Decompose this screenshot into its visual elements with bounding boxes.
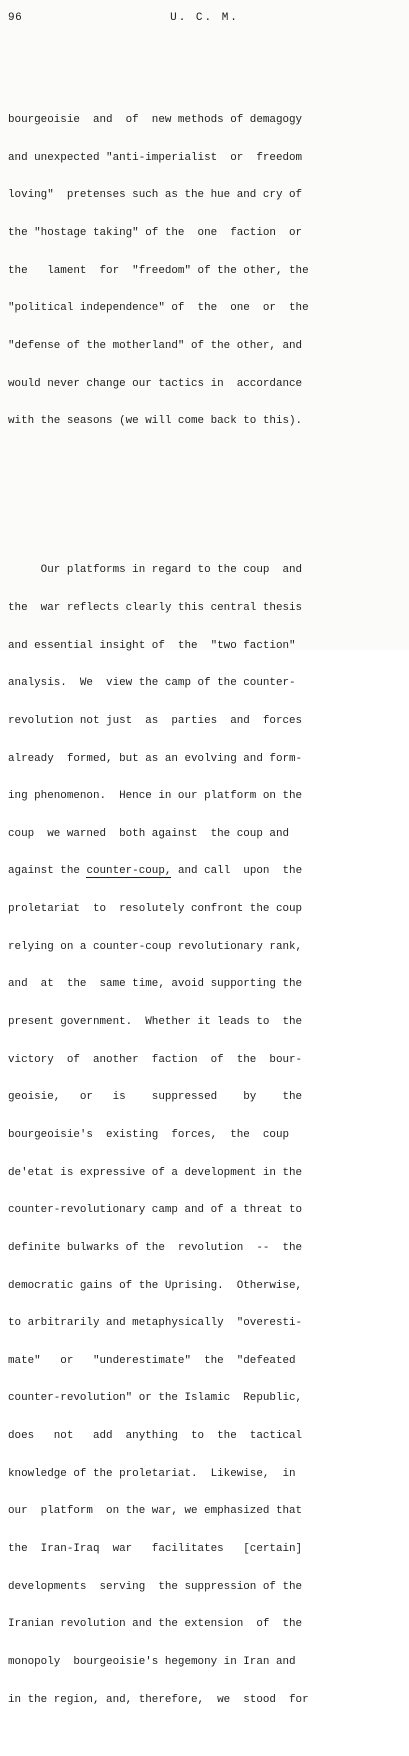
text-line: already formed, but as an evolving and form- — [8, 752, 303, 765]
text-line: the Iran-Iraq war facilitates [certain] — [8, 1542, 303, 1555]
page-header — [8, 12, 401, 26]
text-line: democratic gains of the Uprising. Otherwise, — [8, 1279, 303, 1292]
text-line: counter-revolution" or the Islamic Republic, — [8, 1392, 303, 1405]
text-line: our platform on the war, we emphasized that — [8, 1505, 303, 1518]
text-line: and essential insight of the "two faction" — [8, 639, 296, 652]
text-line: does not add anything to the tactical — [8, 1430, 303, 1443]
underlined-term: counter-coup, — [86, 865, 172, 878]
text-line: present government. Whether it leads to the — [8, 1016, 303, 1029]
text-line: the war reflects clearly this central thesis — [8, 601, 303, 614]
paragraph-1 — [8, 89, 403, 453]
text-line: coup we warned both against the coup and — [8, 827, 290, 840]
text-line: bourgeoisie and of new methods of demagogy — [8, 114, 303, 127]
text-line: loving" pretenses such as the hue and cry of — [8, 189, 303, 202]
text-line-with-underline — [8, 865, 403, 878]
text-line: developments serving the suppression of the — [8, 1580, 303, 1593]
text-line: victory of another faction of the bour- — [8, 1053, 303, 1066]
text-line: mate" or "underestimate" the "defeated — [8, 1354, 296, 1367]
text-line: bourgeoisie's existing forces, the coup — [8, 1128, 290, 1141]
page-number: 96 — [8, 12, 23, 24]
text-line: revolution not just as parties and forces — [8, 714, 303, 727]
text-line: and unexpected "anti-imperialist or freedom — [8, 151, 303, 164]
text-line: Our platforms in regard to the coup and — [8, 564, 303, 577]
text-line: and at the same time, avoid supporting the — [8, 978, 303, 991]
text-line: "political independence" of the one or the — [8, 302, 309, 315]
text-line: proletariat to resolutely confront the coup — [8, 903, 303, 916]
text-line: Iranian revolution and the extension of the — [8, 1618, 303, 1631]
paragraph-2 — [8, 539, 403, 1731]
text-line: de'etat is expressive of a development in the — [8, 1166, 303, 1179]
paragraph-spacer — [8, 491, 403, 502]
text-line: knowledge of the proletariat. Likewise, in — [8, 1467, 296, 1480]
text-line: geoisie, or is suppressed by the — [8, 1091, 303, 1104]
text-line: counter-revolutionary camp and of a threat to — [8, 1204, 303, 1217]
text-line: with the seasons (we will come back to this). — [8, 415, 303, 428]
text-segment: and call upon the — [171, 865, 303, 878]
text-line: would never change our tactics in accordance — [8, 377, 303, 390]
text-line: in the region, and, therefore, we stood for — [8, 1693, 309, 1706]
text-line: to arbitrarily and metaphysically "overesti- — [8, 1317, 303, 1330]
text-line: definite bulwarks of the revolution -- the — [8, 1241, 303, 1254]
text-line: analysis. We view the camp of the counter- — [8, 677, 296, 690]
body-text — [8, 64, 403, 1756]
text-line: ing phenomenon. Hence in our platform on the — [8, 790, 303, 803]
text-line: monopoly bourgeoisie's hegemony in Iran and — [8, 1655, 296, 1668]
text-line: relying on a counter-coup revolutionary rank, — [8, 940, 303, 953]
text-line: the lament for "freedom" of the other, the — [8, 264, 309, 277]
text-line: the "hostage taking" of the one faction or — [8, 227, 303, 240]
text-segment: against the — [8, 865, 87, 878]
text-line: "defense of the motherland" of the other, and — [8, 340, 303, 353]
running-head: U. C. M. — [170, 12, 239, 24]
